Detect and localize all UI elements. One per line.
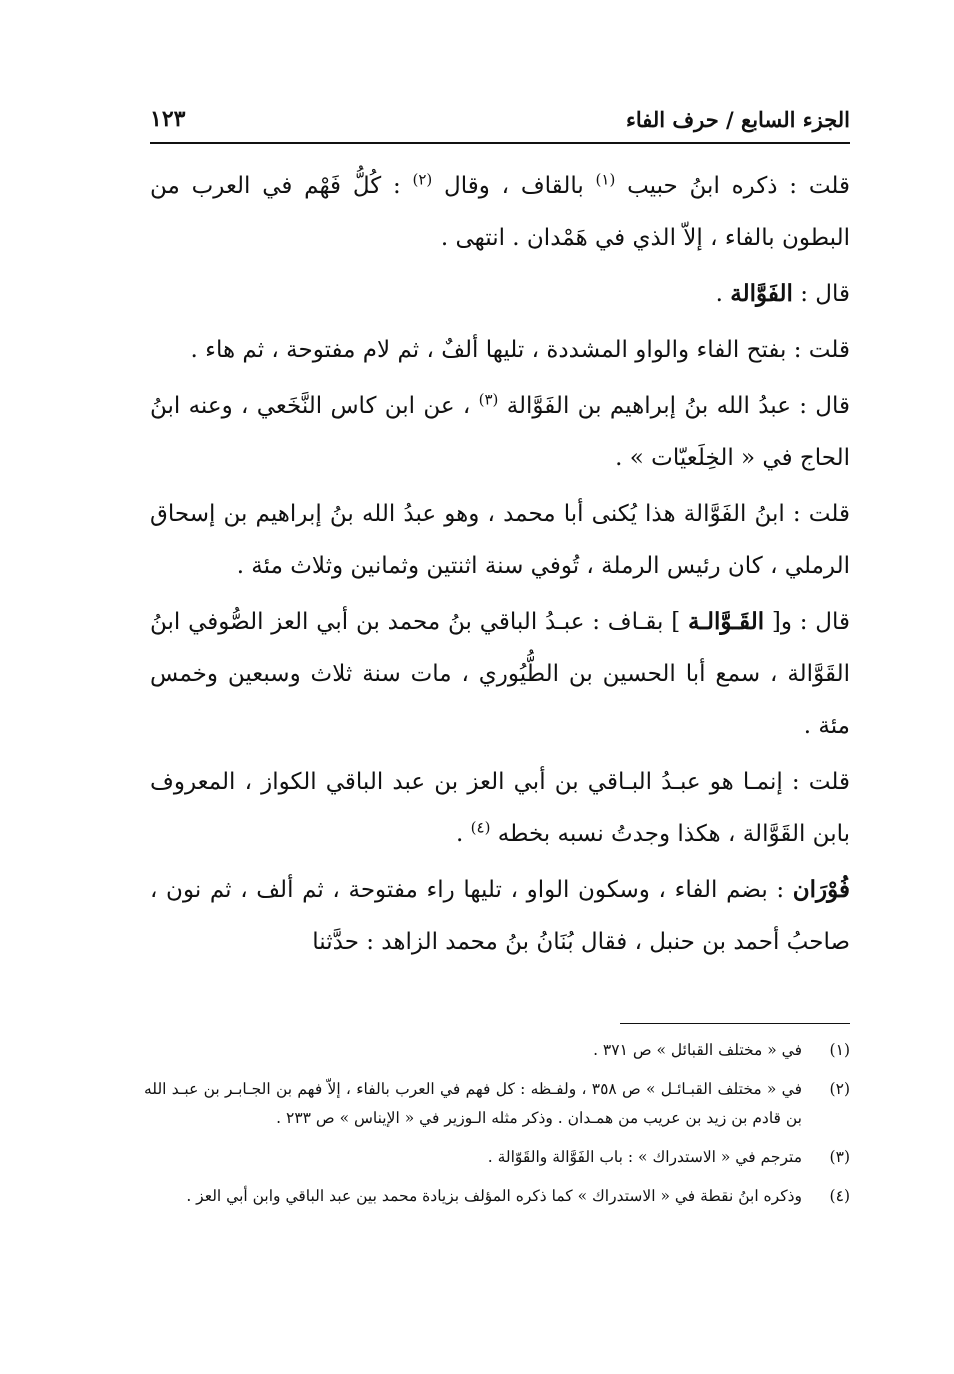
paragraph-text: قال : bbox=[800, 281, 850, 307]
footnote-1 bbox=[144, 1036, 850, 1065]
footnote-text: وذكره ابنُ نقطة في « الاستدراك » كما ذكره المؤلف بزيادة محمد بين عبد الباقي وابن أبي العز . bbox=[186, 1187, 802, 1205]
footnote-number: (١) bbox=[829, 1041, 850, 1059]
entry-term: الفَوَّالة bbox=[730, 280, 793, 307]
page-number: ١٢٣ bbox=[150, 106, 186, 132]
paragraph-text: قلت : إنمـا هو عبـدُ البـاقي بن أبي العز بن عبد الباقي الكواز ، المعروف بابن القَوَّالة ، هكذا وجدتُ نسبه بخطه bbox=[150, 769, 850, 847]
paragraph-text: قلت : ذكره ابنُ حبيب bbox=[627, 173, 851, 199]
paragraph-text: قال : و[ bbox=[771, 609, 851, 635]
footnote-2 bbox=[144, 1075, 850, 1133]
paragraph-text: : كُلُّ فَهْم في العرب من البطون بالفاء ، إلاّ الذي في هَمْدان . انتهى . bbox=[150, 173, 850, 251]
paragraph-5: قلت : ابنُ الفَوَّالة هذا يُكنى أبا محمد ، وهو عبدُ الله بنُ إبراهيم بن إسحاق الرملي ، كان رئيس الرملة ، تُوفي سنة اثنتين وثمانين وثلاث مئة . bbox=[150, 501, 850, 579]
paragraph-text: . bbox=[456, 821, 464, 847]
footnote-ref-2[interactable]: (٢) bbox=[412, 170, 433, 189]
paragraph-4 bbox=[150, 380, 850, 484]
page-header bbox=[150, 92, 850, 132]
paragraph-text: ] بقـاف : عبـدُ الباقي بنُ محمد بن أبي العز الصُّوفي ابنُ القَوَّالة ، سمع أبا الحسين بن الطُّيُوري ، مات سنة ثلاث وسبعين وخمس مئة . bbox=[150, 609, 850, 739]
paragraph-text: بالقاف ، وقال bbox=[444, 173, 584, 199]
paragraph-text: : بضم الفاء ، وسكون الواو ، تليها راء مفتوحة ، ثم ألف ، ثم نون ، صاحبُ أحمد بن حنبل ، فقال بُنَانُ بنُ محمد الزاهد : حدَّثنا bbox=[150, 877, 850, 955]
running-head: الجزء السابع / حرف الفاء bbox=[625, 107, 850, 132]
footnotes bbox=[144, 1036, 850, 1221]
entry-term: فُوْرَان bbox=[792, 876, 851, 903]
footnote-ref-3[interactable]: (٣) bbox=[478, 390, 499, 409]
paragraph-3: قلت : بفتح الفاء والواو المشددة ، تليها ألفٌ ، ثم لام مفتوحة ، ثم هاء . bbox=[190, 337, 850, 363]
footnote-separator bbox=[620, 1023, 850, 1024]
footnote-text: في « مختلف القبائل » ص ٣٧١ . bbox=[593, 1041, 802, 1059]
footnote-4 bbox=[144, 1182, 850, 1211]
paragraph-7 bbox=[150, 756, 850, 860]
footnote-number: (٤) bbox=[829, 1187, 850, 1205]
paragraph-text: قال : عبدُ الله بنُ إبراهيم بن الفَوَّالة bbox=[506, 393, 850, 419]
paragraph-1 bbox=[150, 160, 850, 264]
footnote-number: (٢) bbox=[829, 1080, 850, 1098]
main-text bbox=[150, 160, 850, 972]
footnote-ref-1[interactable]: (١) bbox=[595, 170, 616, 189]
header-rule bbox=[150, 142, 850, 144]
footnote-ref-4[interactable]: (٤) bbox=[470, 818, 491, 837]
entry-term: القَـوَّالـة bbox=[687, 608, 765, 635]
paragraph-8 bbox=[150, 864, 850, 968]
footnote-text: في « مختلف القبـائـل » ص ٣٥٨ ، ولفـظه : كل فهم في العرب بالفاء ، إلاّ فهم بن الجـابـر بن عبـد الله بن قادم بن زيد بن عريب من همـدان . وذكر مثله الـوزير في « الإيناس » ص ٢٣٣ . bbox=[144, 1080, 802, 1127]
footnote-3 bbox=[144, 1143, 850, 1172]
paragraph-2 bbox=[150, 268, 850, 320]
paragraph-text: ، عن ابن كاس النَّخَعي ، وعنه ابنُ الحاج في « الخِلَعيّات » . bbox=[150, 393, 850, 471]
footnote-number: (٣) bbox=[829, 1148, 850, 1166]
paragraph-text: . bbox=[715, 281, 723, 307]
paragraph-6 bbox=[150, 596, 850, 752]
footnote-text: مترجم في « الاستدراك » : باب الفَوَّالة والقَوّالة . bbox=[487, 1148, 802, 1166]
